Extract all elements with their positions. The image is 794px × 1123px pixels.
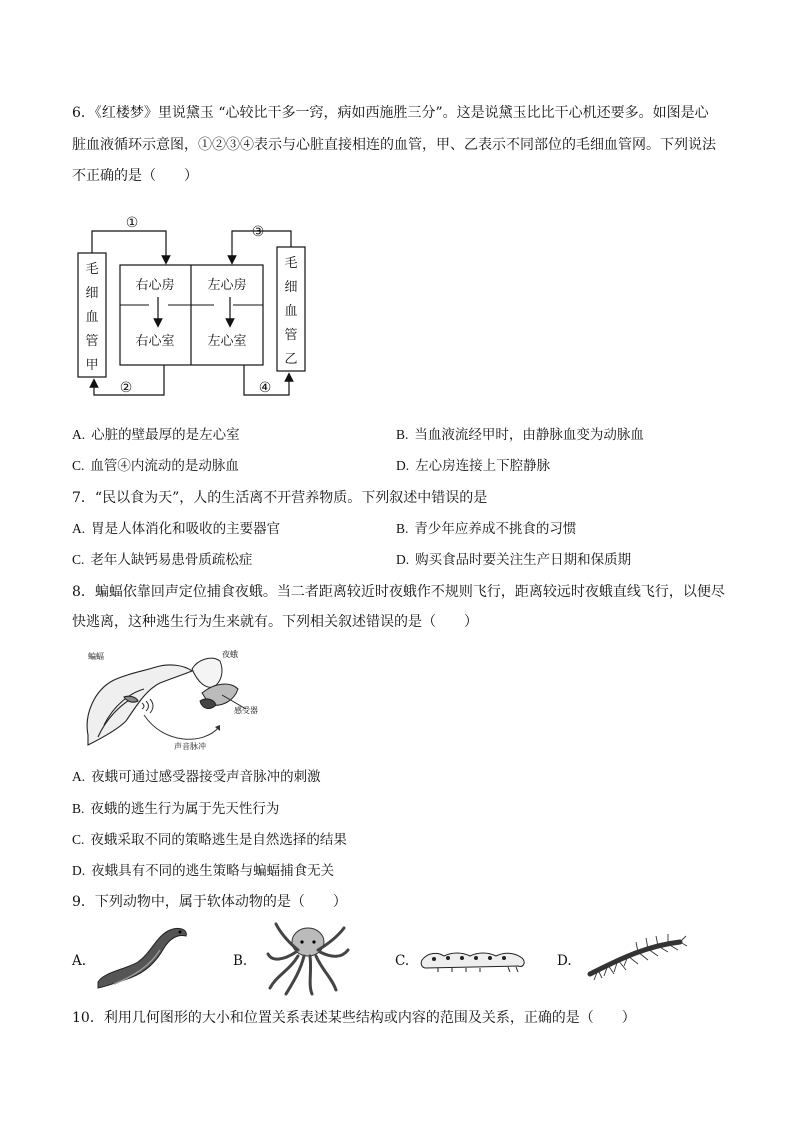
q7-option-a: A. 胃是人体消化和吸收的主要器官 — [72, 521, 281, 537]
pulse-label: 声音脉冲 — [174, 742, 206, 751]
receptor-label: 感受器 — [234, 706, 258, 715]
capillary-jia-char-5: 甲 — [85, 358, 99, 373]
centipede-image — [584, 932, 688, 984]
q8-option-a: A. 夜蛾可通过感受器接受声音脉冲的刺激 — [72, 769, 321, 785]
q7-option-d: D. 购买食品时要关注生产日期和保质期 — [396, 552, 632, 568]
capillary-yi-char-3: 血 — [284, 304, 298, 319]
left-ventricle-label: 左心室 — [207, 334, 247, 349]
q8-option-d: D. 夜蛾具有不同的逃生策略与蝙蝠捕食无关 — [72, 863, 335, 879]
q8-stem-line1: 8．蝙蝠依靠回声定位捕食夜蛾。当二者距离较近时夜蛾作不规则飞行，距离较远时夜蛾直线飞行，以便尽 — [72, 584, 725, 600]
q9-option-b-key: B. — [233, 953, 248, 969]
q6-stem-line2: 脏血液循环示意图，①②③④表示与心脏直接相连的血管，甲、乙表示不同部位的毛细血管网。下列说法 — [72, 137, 716, 153]
q6-option-d: D. 左心房连接上下腔静脉 — [396, 458, 551, 474]
eel-image — [94, 922, 194, 992]
bat-label: 蝙蝠 — [88, 652, 104, 661]
q6-option-a: A. 心脏的壁最厚的是左心室 — [72, 427, 240, 443]
vessel-1 — [92, 231, 166, 260]
capillary-yi-char-1: 毛 — [284, 256, 298, 271]
right-atrium-label: 右心房 — [135, 278, 175, 293]
capillary-jia-char-2: 细 — [85, 286, 99, 301]
vessel-1-label: ① — [125, 215, 139, 231]
capillary-yi-char-4: 管 — [284, 328, 298, 343]
bat-moth-figure — [74, 645, 274, 755]
bat-drawing — [87, 665, 192, 745]
capillary-jia-char-1: 毛 — [85, 262, 99, 277]
q8-option-c: C. 夜蛾采取不同的策略逃生是自然选择的结果 — [72, 832, 347, 848]
q7-option-c: C. 老年人缺钙易患骨质疏松症 — [72, 552, 253, 568]
vessel-4-label: ④ — [258, 380, 272, 396]
capillary-yi-char-5: 乙 — [284, 352, 298, 367]
capillary-jia-char-4: 管 — [85, 334, 99, 349]
heart-circulation-diagram — [70, 205, 320, 405]
right-ventricle-label: 右心室 — [135, 334, 175, 349]
q7-stem: 7．“民以食为天”，人的生活离不开营养物质。下列叙述中错误的是 — [72, 490, 488, 506]
moth-label: 夜蛾 — [222, 650, 238, 659]
q10-stem: 10．利用几何图形的大小和位置关系表述某些结构或内容的范围及关系，正确的是（ ） — [72, 1010, 636, 1026]
q9-option-c-key: C. — [395, 953, 410, 969]
vessel-3-label: ③ — [251, 224, 265, 240]
octopus-image — [262, 918, 352, 998]
q8-option-b: B. 夜蛾的逃生行为属于先天性行为 — [72, 801, 280, 817]
q6-stem-line1: 6．《红楼梦》里说黛玉 “心较比干多一窍，病如西施胜三分”。这是说黛玉比比干心机还要多。如图是心 — [72, 105, 709, 121]
left-atrium-label: 左心房 — [207, 278, 247, 293]
q9-option-a-key: A. — [72, 953, 87, 969]
q6-option-c: C. 血管④内流动的是动脉血 — [72, 458, 239, 474]
moth-drawing — [192, 658, 246, 709]
q9-stem: 9．下列动物中，属于软体动物的是（ ） — [72, 894, 347, 910]
capillary-yi-char-2: 细 — [284, 280, 298, 295]
q8-stem-line2: 快逃离，这种逃生行为生来就有。下列相关叙述错误的是（ ） — [72, 614, 478, 630]
caterpillar-image — [418, 944, 530, 974]
q6-stem-line3: 不正确的是（ ） — [72, 168, 198, 184]
vessel-2-label: ② — [119, 380, 133, 396]
q9-option-d-key: D. — [557, 953, 572, 969]
capillary-jia-char-3: 血 — [85, 310, 99, 325]
q6-option-b: B. 当血液流经甲时，由静脉血变为动脉血 — [396, 427, 644, 443]
q7-option-b: B. 青少年应养成不挑食的习惯 — [396, 521, 577, 537]
